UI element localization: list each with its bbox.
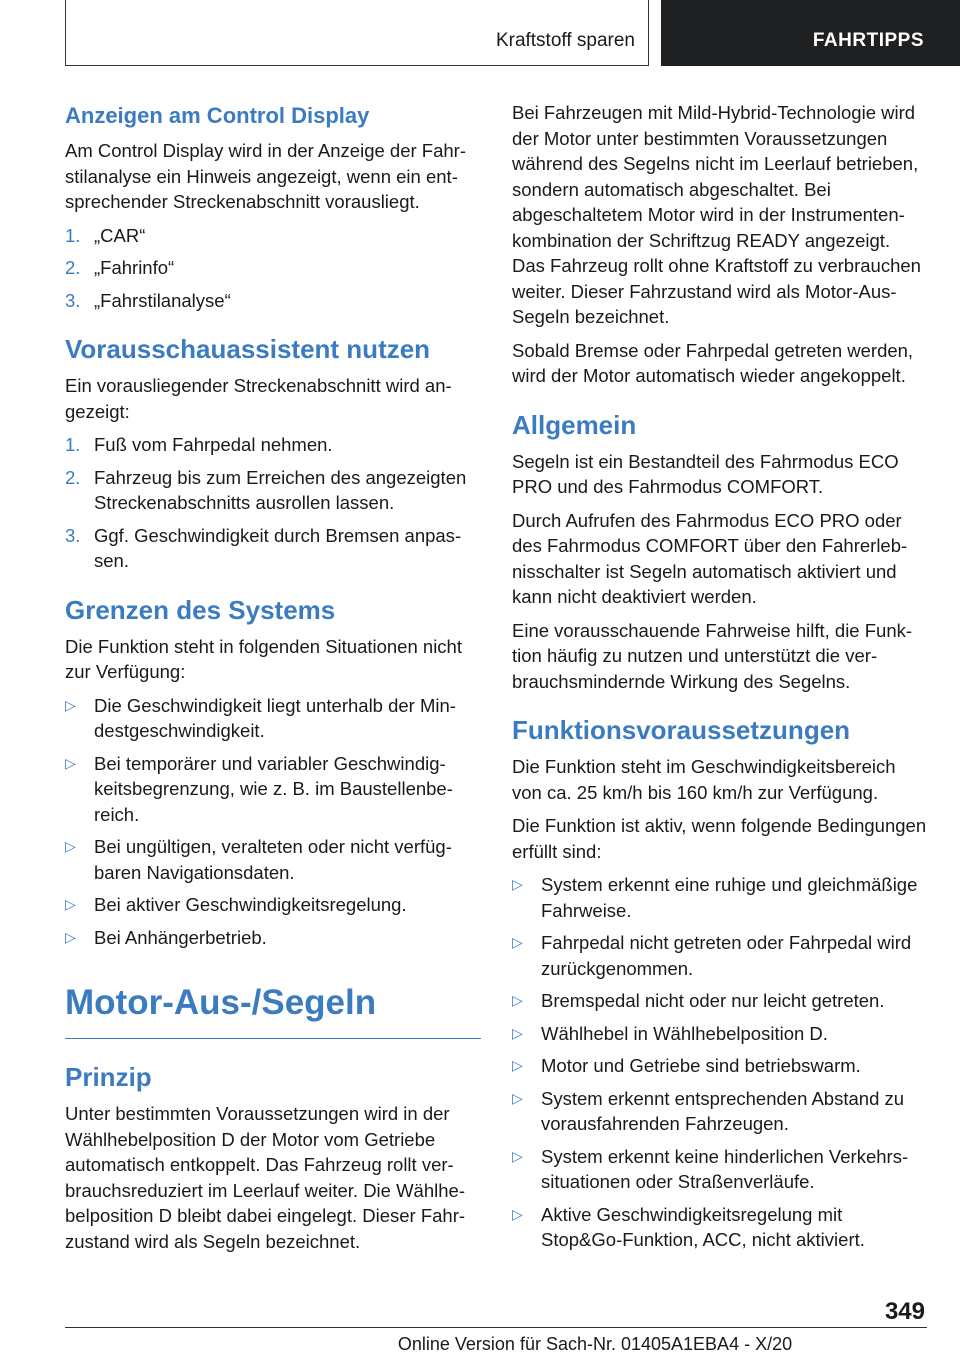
- list-item: [512, 1144, 928, 1195]
- paragraph-allgemein-1: Segeln ist ein Bestandteil des Fahrmodus ECO PRO und des Fahrmodus COMFORT.: [512, 450, 899, 497]
- list-item: [512, 1202, 928, 1253]
- step-text: „CAR“: [94, 224, 146, 246]
- bullet-triangle-icon: ▷: [65, 838, 76, 854]
- bullet-triangle-icon: ▷: [512, 876, 523, 892]
- step-text: „Fahrstilanalyse“: [94, 289, 231, 311]
- bullets-grenzen: [65, 693, 481, 951]
- bullet-triangle-icon: ▷: [512, 1024, 523, 1041]
- list-item: [65, 255, 481, 281]
- list-item: [65, 288, 481, 314]
- bullet-text: Bei ungültigen, veralteten oder nicht verfügbaren Navigationsdaten.: [94, 836, 452, 883]
- list-item: [65, 523, 481, 574]
- list-item: [65, 925, 481, 951]
- step-text: Fahrzeug bis zum Erreichen des angezeigten Streckenabschnitts ausrollen lassen.: [94, 466, 467, 513]
- heading-prinzip: Prinzip: [65, 1062, 152, 1092]
- bullet-triangle-icon: ▷: [65, 928, 76, 945]
- paragraph-allgemein-3: Eine vorausschauende Fahrweise hilft, die Funktion häufig zu nutzen und unterstützt die verbrauchsmindernde Wirkung des Segelns.: [512, 619, 913, 692]
- step-number: 2.: [65, 257, 81, 278]
- bullet-text: Bei aktiver Geschwindigkeitsregelung.: [94, 894, 407, 915]
- bullet-triangle-icon: ▷: [65, 896, 76, 912]
- paragraph-prinzip: Unter bestimmten Voraussetzungen wird in der Wählhebelposition D der Motor vom Getriebe automatisch entkoppelt. Das Fahrzeug rollt verbrauchsreduziert im Leerlauf weiter. Die Wählhebelposition D bleibt dabei eingelegt. Dieser Fahrzustand wird als Segeln bezeichnet.: [65, 1103, 466, 1252]
- bullet-text: Aktive Geschwindigkeitsregelung mit Stop&Go-Funktion, ACC, nicht aktiviert.: [541, 1203, 865, 1250]
- bullet-triangle-icon: ▷: [512, 992, 523, 1008]
- steps-vorausschau: [65, 432, 481, 574]
- bullet-triangle-icon: ▷: [512, 1057, 523, 1073]
- paragraph-bremse: Sobald Bremse oder Fahrpedal getreten werden, wird der Motor automatisch wieder angekoppelt.: [512, 339, 914, 386]
- heading-grenzen: Grenzen des Systems: [65, 594, 336, 625]
- bullets-funktion: [512, 872, 928, 1253]
- list-item: [512, 872, 928, 923]
- list-item: [65, 432, 481, 458]
- step-text: „Fahrinfo“: [94, 257, 175, 278]
- heading-funktionsvoraussetzungen: Funktionsvoraussetzungen: [512, 715, 851, 745]
- step-number: 2.: [65, 466, 81, 488]
- step-number: 1.: [65, 434, 81, 455]
- bullet-text: Fahrpedal nicht getreten oder Fahrpedal wird zurückgenommen.: [541, 932, 912, 979]
- paragraph-mild-hybrid: Bei Fahrzeugen mit Mild-Hybrid-Technologie wird der Motor unter bestimmten Voraussetzungen während des Segelns nicht im Leerlauf betrieben, sondern automatisch abgeschaltet. Bei abgeschaltetem Motor wird in der Instrumentenkombination der Schriftzug READY angezeigt. Das Fahrzeug rollt ohne Kraftstoff zu verbrauchen weiter. Dieser Fahrzustand wird als Motor-Aus-Segeln bezeichnet.: [512, 102, 921, 327]
- list-item: [512, 1021, 928, 1047]
- list-item: [512, 988, 928, 1014]
- right-column: [512, 100, 928, 1261]
- paragraph-funktion-1: Die Funktion steht im Geschwindigkeitsbereich von ca. 25 km/h bis 160 km/h zur Verfügung.: [512, 756, 896, 803]
- bullet-triangle-icon: ▷: [512, 1089, 523, 1106]
- heading-vorausschau: Vorausschauassistent nutzen: [65, 334, 431, 364]
- page-number: 349: [884, 1298, 925, 1325]
- bullet-text: Bei Anhängerbetrieb.: [94, 926, 267, 948]
- step-number: 1.: [65, 224, 81, 246]
- heading-allgemein: Allgemein: [512, 409, 637, 440]
- steps-anzeigen: [65, 223, 481, 314]
- paragraph-grenzen: Die Funktion steht in folgenden Situationen nicht zur Verfügung:: [65, 635, 462, 682]
- footer-divider: [65, 1327, 927, 1328]
- bullet-text: System erkennt entsprechenden Abstand zu vorausfahrenden Fahrzeugen.: [541, 1087, 905, 1134]
- list-item: [512, 1086, 928, 1137]
- header-chapter-title: FAHRTIPPS: [812, 30, 924, 51]
- bullet-text: Die Geschwindigkeit liegt unterhalb der Mindestgeschwindigkeit.: [94, 694, 456, 741]
- header-chapter-tab: [661, 0, 960, 66]
- list-item: [65, 693, 481, 744]
- list-item: [512, 1053, 928, 1079]
- step-text: Fuß vom Fahrpedal nehmen.: [94, 434, 333, 455]
- bullet-triangle-icon: ▷: [65, 754, 76, 771]
- left-column: [65, 100, 481, 1262]
- bullet-text: Bremspedal nicht oder nur leicht getreten.: [541, 990, 885, 1011]
- heading-anzeigen: Anzeigen am Control Display: [65, 103, 370, 128]
- list-item: [65, 465, 481, 516]
- list-item: [65, 223, 481, 249]
- bullet-triangle-icon: ▷: [512, 934, 523, 950]
- list-item: [65, 892, 481, 918]
- footer-online-version: Online Version für Sach-Nr. 01405A1EBA4 - X/20: [397, 1334, 793, 1354]
- list-item: [512, 930, 928, 981]
- bullet-text: Wählhebel in Wählhebelposition D.: [541, 1022, 828, 1044]
- paragraph-allgemein-2: Durch Aufrufen des Fahrmodus ECO PRO oder des Fahrmodus COMFORT über den Fahrerlebnisschalter ist Segeln automatisch aktiviert und kann nicht deaktiviert werden.: [512, 509, 908, 607]
- step-text: Ggf. Geschwindigkeit durch Bremsen anpassen.: [94, 524, 462, 571]
- page-header: [65, 0, 960, 66]
- heading-motor-aus-segeln: Motor-Aus-/Segeln: [65, 980, 481, 1039]
- bullet-text: Motor und Getriebe sind betriebswarm.: [541, 1055, 861, 1076]
- step-number: 3.: [65, 289, 81, 311]
- paragraph-vorausschau: Ein vorausliegender Streckenabschnitt wird angezeigt:: [65, 375, 452, 422]
- list-item: [65, 751, 481, 828]
- header-section-title: Kraftstoff sparen: [495, 30, 635, 51]
- paragraph-anzeigen: Am Control Display wird in der Anzeige der Fahrstilanalyse ein Hinweis angezeigt, wenn ein entsprechender Streckenabschnitt vorausliegt.: [65, 140, 467, 212]
- bullet-triangle-icon: ▷: [65, 696, 76, 713]
- paragraph-funktion-2: Die Funktion ist aktiv, wenn folgende Bedingungen erfüllt sind:: [512, 815, 927, 862]
- bullet-text: System erkennt eine ruhige und gleichmäßige Fahrweise.: [541, 874, 918, 921]
- bullet-triangle-icon: ▷: [512, 1205, 523, 1222]
- bullet-text: Bei temporärer und variabler Geschwindigkeitsbegrenzung, wie z. B. im Baustellenbereich.: [94, 752, 453, 825]
- bullet-triangle-icon: ▷: [512, 1147, 523, 1164]
- list-item: [65, 834, 481, 885]
- bullet-text: System erkennt keine hinderlichen Verkehrssituationen oder Straßenverläufe.: [541, 1145, 909, 1192]
- step-number: 3.: [65, 524, 81, 546]
